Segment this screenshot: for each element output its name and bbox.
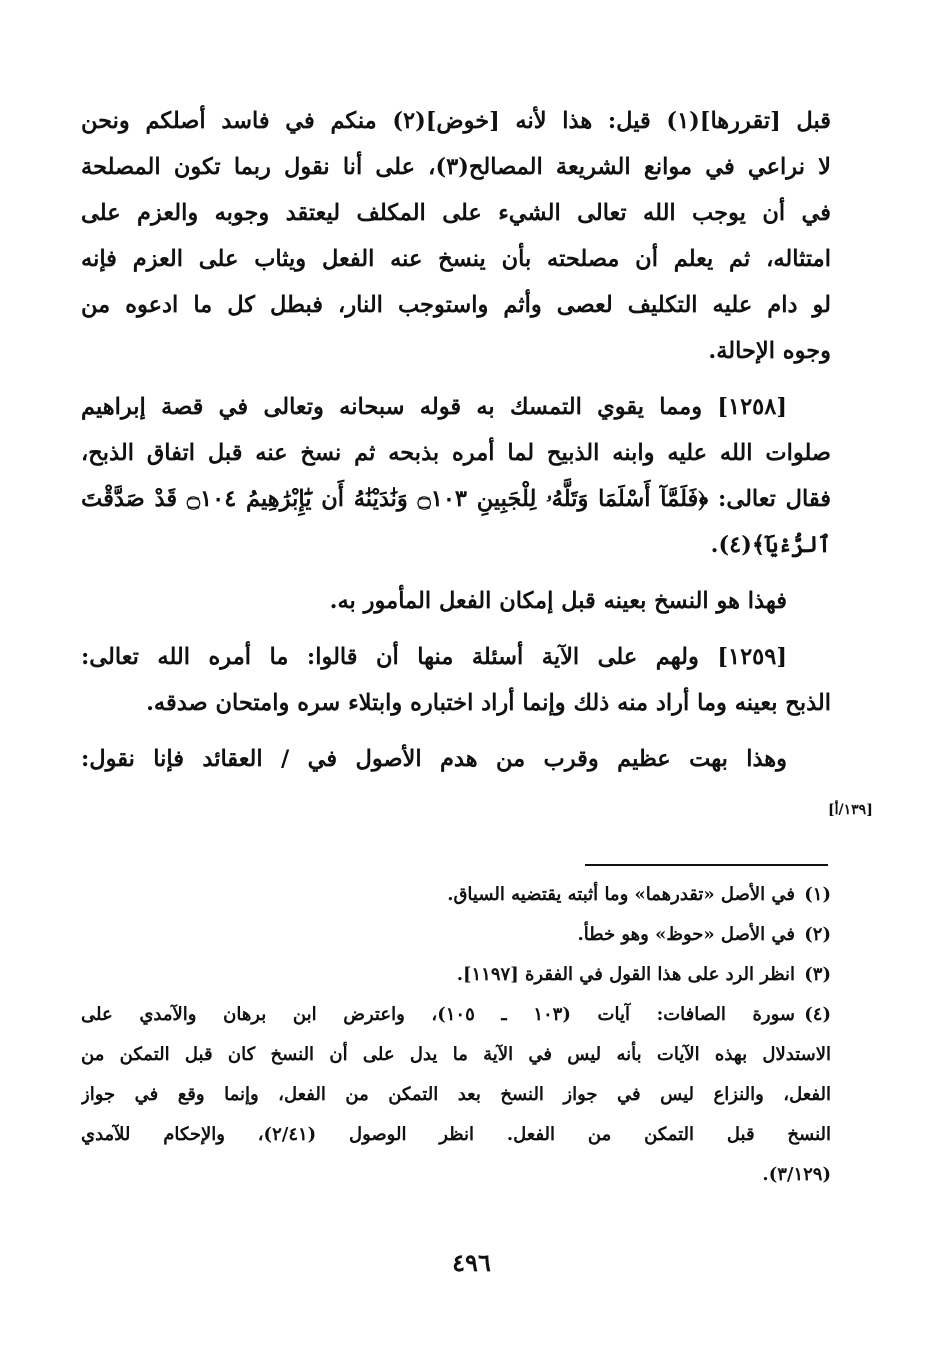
footnote xyxy=(81,875,831,915)
text-line: وجوه الإحالة. xyxy=(708,338,831,364)
page-number: ٤٩٦ xyxy=(452,1248,491,1277)
footnote-number: (١) xyxy=(804,884,831,905)
text-line: لو دام عليه التكليف لعصى وأثم واستوجب النار، فبطل كل ما ادعوه من xyxy=(81,292,831,318)
footnote-line: (٣/١٢٩). xyxy=(762,1164,831,1185)
footnote xyxy=(81,955,831,995)
footnotes xyxy=(81,875,831,1195)
footnote-number: (٢) xyxy=(804,924,831,945)
text-line: قبل [تقررها](١) قيل: هذا لأنه [خوض](٢) منكم في فاسد أصلكم ونحن xyxy=(81,108,831,134)
footnote xyxy=(81,915,831,955)
margin-folio-reference: [١٣٩/أ] xyxy=(828,802,873,818)
text-line: لا نراعي في موانع الشريعة المصالح(٣)، على أنا نقول ربما تكون المصلحة xyxy=(81,154,831,180)
text-line: وهذا بهت عظيم وقرب من هدم الأصول في / العقائد فإنا نقول: xyxy=(81,746,787,772)
paragraph-1258-start: [١٢٥٨] ومما يقوي التمسك به قوله سبحانه وتعالى في قصة إبراهيم xyxy=(81,394,787,420)
text-line: فهذا هو النسخ بعينه قبل إمكان الفعل المأمور به. xyxy=(329,588,787,614)
footnote-line: في الأصل «تقدرهما» وما أثبته يقتضيه السياق. xyxy=(447,884,795,905)
footnote-line: النسخ قبل التمكن من الفعل. انظر الوصول (٢/٤١)، والإحكام للآمدي xyxy=(81,1124,831,1145)
footnote-line: في الأصل «حوظ» وهو خطأ. xyxy=(577,924,795,945)
footnote-line: انظر الرد على هذا القول في الفقرة [١١٩٧]. xyxy=(456,964,795,985)
text-line: امتثاله، ثم يعلم أن مصلحته بأن ينسخ عنه الفعل ويثاب على العزم فإنه xyxy=(81,246,831,272)
footnote-line: سورة الصافات: آيات (١٠٣ ـ ١٠٥)، واعترض ابن برهان والآمدي على xyxy=(81,1004,795,1025)
text-line: الذبح بعينه وما أراد منه ذلك وإنما أراد اختباره وابتلاء سره وامتحان صدقه. xyxy=(146,690,831,716)
main-text xyxy=(81,98,831,782)
footnote-number: (٣) xyxy=(804,964,831,985)
quran-verse-line: ٱلرُّءْيَآ﴾(٤). xyxy=(710,532,831,558)
footnote-line: الاستدلال بهذه الآيات بأنه ليس في الآية ما يدل على أن النسخ كان قبل التمكن من xyxy=(81,1044,831,1065)
quran-verse-line: فقال تعالى: ﴿فَلَمَّآ أَسْلَمَا وَتَلَّهُۥ لِلْجَبِينِ ۝١٠٣ وَنَٰدَيْنَٰهُ أَن يَٰٓإِبْرَٰهِيمُ ۝١٠٤ قَدْ صَدَّقْتَ xyxy=(81,486,831,512)
footnote-line: الفعل، والنزاع ليس في جواز النسخ بعد التمكن من الفعل، وإنما وقع في جواز xyxy=(81,1084,831,1105)
text-line: صلوات الله عليه وابنه الذبيح لما أمره بذبحه ثم نسخ عنه قبل اتفاق الذبح، xyxy=(81,440,831,466)
footnote-number: (٤) xyxy=(804,1004,831,1025)
footnote xyxy=(81,995,831,1195)
text-line: في أن يوجب الله تعالى الشيء على المكلف ليعتقد وجوبه والعزم على xyxy=(81,200,831,226)
paragraph-1259-start: [١٢٥٩] ولهم على الآية أسئلة منها أن قالوا: ما أمره الله تعالى: xyxy=(81,644,787,670)
footnote-divider xyxy=(585,864,828,866)
